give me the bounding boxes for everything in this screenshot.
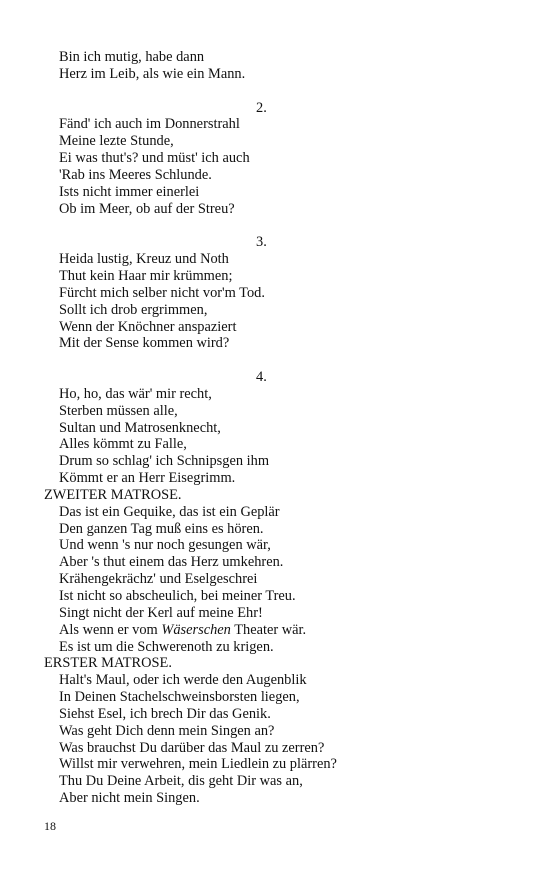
verse-line: Und wenn 's nur noch gesungen wär, — [59, 537, 271, 554]
page-number: 18 — [44, 819, 56, 833]
verse-line: Was brauchst Du darüber das Maul zu zerren? — [59, 739, 325, 756]
verse-line: Kömmt er an Herr Eisegrimm. — [59, 470, 236, 487]
stanza-number: 3. — [256, 234, 267, 251]
verse-line: Was geht Dich denn mein Singen an? — [59, 722, 275, 739]
verse-line: Thut kein Haar mir krümmen; — [59, 267, 233, 284]
dialogue-text — [44, 49, 524, 807]
verse-text: Als wenn er vom — [59, 621, 162, 638]
verse-line: Aber nicht mein Singen. — [59, 790, 200, 807]
speaker-name: ERSTER MATROSE. — [44, 655, 172, 672]
verse-line: Herz im Leib, als wie ein Mann. — [59, 65, 246, 82]
verse-line: Fürcht mich selber nicht vor'm Tod. — [59, 284, 265, 301]
verse-line: Ob im Meer, ob auf der Streu? — [59, 200, 235, 217]
verse-line: Ho, ho, das wär' mir recht, — [59, 385, 212, 402]
stanza-number: 2. — [256, 99, 267, 116]
verse-line: Sollt ich drob ergrimmen, — [59, 301, 208, 318]
verse-line: 'Rab ins Meeres Schlunde. — [59, 166, 212, 183]
verse-line: Aber 's thut einem das Herz umkehren. — [59, 554, 284, 571]
verse-line: Drum so schlag' ich Schnipsgen ihm — [59, 453, 270, 470]
verse-line: Singt nicht der Kerl auf meine Ehr! — [59, 604, 263, 621]
verse-line: Ist nicht so abscheulich, bei meiner Treu. — [59, 588, 296, 604]
verse-line: Halt's Maul, oder ich werde den Augenblik — [59, 672, 307, 689]
verse-line: Siehst Esel, ich brech Dir das Genik. — [59, 705, 271, 722]
verse-line: Das ist ein Gequike, das ist ein Geplär — [59, 503, 280, 520]
verse-line: Es ist um die Schwerenoth zu krigen. — [59, 638, 274, 655]
verse-line: Alles kömmt zu Falle, — [59, 436, 187, 453]
verse-line: Ists nicht immer einerlei — [59, 183, 200, 200]
verse-line: Meine lezte Stunde, — [59, 133, 174, 150]
stanza-gap — [44, 83, 524, 100]
verse-line: Den ganzen Tag muß eins es hören. — [59, 520, 264, 537]
verse-line: Heida lustig, Kreuz und Noth — [59, 251, 229, 268]
verse-line: Fänd' ich auch im Donnerstrahl — [59, 116, 240, 133]
verse-line: Sterben müssen alle, — [59, 402, 178, 419]
verse-line: Sultan und Matrosenknecht, — [59, 419, 221, 436]
verse-line — [44, 622, 524, 639]
verse-line: Bin ich mutig, habe dann — [59, 49, 205, 65]
speaker-name: ZWEITER MATROSE. — [44, 486, 182, 503]
stanza-gap — [44, 217, 524, 234]
verse-line: Ei was thut's? und müst' ich auch — [59, 150, 250, 167]
verse-line: Thu Du Deine Arbeit, dis geht Dir was an, — [59, 773, 303, 790]
verse-line: Wenn der Knöchner anspaziert — [59, 318, 237, 335]
verse-line: Mit der Sense kommen wird? — [59, 335, 230, 352]
verse-text: Theater wär. — [230, 621, 307, 638]
italic-theatre-name: Wäserschen — [161, 621, 231, 638]
verse-line: Krähengekrächz' und Eselgeschrei — [59, 571, 258, 588]
verse-line: In Deinen Stachelschweinsborsten liegen, — [59, 689, 300, 706]
verse-line: Willst mir verwehren, mein Liedlein zu plärren? — [59, 756, 337, 773]
stanza-number: 4. — [256, 369, 267, 386]
stanza-gap — [44, 352, 524, 369]
